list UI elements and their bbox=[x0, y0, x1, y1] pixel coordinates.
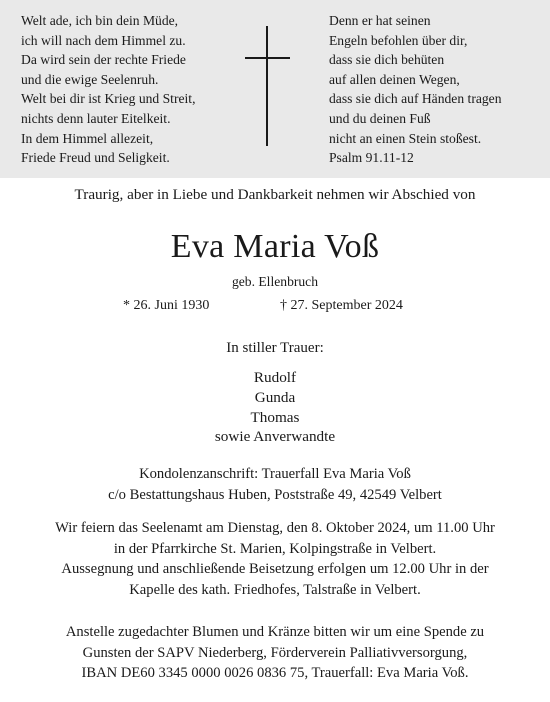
birth-date: * 26. Juni 1930 bbox=[123, 298, 210, 313]
maiden-name: geb. Ellenbruch bbox=[231, 274, 319, 289]
poem-line: ich will nach dem Himmel zu. bbox=[21, 32, 186, 48]
verse-line: nicht an einen Stein stoßest. bbox=[329, 130, 482, 146]
poem-line: Welt ade, ich bin dein Müde, bbox=[21, 13, 179, 28]
contact-line: c/o Bestattungshaus Huben, Poststraße 49, 42549 Velbert bbox=[108, 486, 442, 503]
deceased-name: Eva Maria Voß bbox=[170, 228, 380, 265]
verse-line: Denn er hat seinen bbox=[329, 13, 431, 28]
donation-line: Anstelle zugedachter Blumen und Kränze bitten wir um eine Spende zu bbox=[65, 624, 485, 640]
donation-line: IBAN DE60 3345 0000 0026 0836 75, Trauerfall: Eva Maria Voß. bbox=[81, 665, 469, 681]
verse-reference: Psalm 91.11-12 bbox=[329, 150, 414, 166]
verse-line: dass sie dich auf Händen tragen bbox=[329, 91, 502, 107]
service-details bbox=[0, 518, 550, 600]
poem-line: nichts denn lauter Eitelkeit. bbox=[21, 110, 171, 126]
mourner-name: Rudolf bbox=[253, 369, 297, 386]
poem-left bbox=[21, 11, 195, 168]
mourners-list bbox=[0, 368, 550, 447]
verse-line: und du deinen Fuß bbox=[329, 110, 431, 126]
verse-line: auf allen deinen Wegen, bbox=[329, 71, 460, 87]
intro-text: Traurig, aber in Liebe und Dankbarkeit nehmen wir Abschied von bbox=[74, 186, 476, 203]
contact-line: Kondolenzanschrift: Trauerfall Eva Maria Voß bbox=[139, 466, 411, 482]
death-date: † 27. September 2024 bbox=[280, 298, 403, 313]
condolence-address bbox=[0, 464, 550, 505]
verse-header-box bbox=[0, 0, 550, 178]
service-line: Kapelle des kath. Friedhofes, Talstraße in Velbert. bbox=[129, 581, 421, 598]
donation-line: Gunsten der SAPV Niederberg, Förderverein Palliativversorgung, bbox=[82, 644, 468, 661]
mourner-name: Thomas bbox=[250, 408, 300, 426]
verse-line: dass sie dich behüten bbox=[329, 52, 445, 68]
poem-right bbox=[329, 11, 502, 168]
service-line: Aussegnung und anschließende Beisetzung erfolgen um 12.00 Uhr in der bbox=[61, 561, 489, 577]
verse-line: Engeln befohlen über dir, bbox=[329, 32, 468, 48]
service-line: Wir feiern das Seelenamt am Dienstag, den 8. Oktober 2024, um 11.00 Uhr bbox=[55, 520, 495, 536]
donation-request bbox=[0, 622, 550, 684]
mourning-heading: In stiller Trauer: bbox=[226, 340, 324, 356]
poem-line: und die ewige Seelenruh. bbox=[21, 71, 159, 87]
poem-line: Welt bei dir ist Krieg und Streit, bbox=[21, 91, 196, 107]
poem-line: In dem Himmel allezeit, bbox=[21, 130, 154, 146]
poem-line: Friede Freud und Seligkeit. bbox=[21, 150, 170, 166]
cross-icon bbox=[245, 26, 290, 146]
mourner-name: sowie Anverwandte bbox=[214, 428, 336, 446]
poem-line: Da wird sein der rechte Friede bbox=[21, 52, 186, 68]
service-line: in der Pfarrkirche St. Marien, Kolpingstraße in Velbert. bbox=[113, 540, 437, 557]
mourner-name: Gunda bbox=[254, 388, 296, 406]
